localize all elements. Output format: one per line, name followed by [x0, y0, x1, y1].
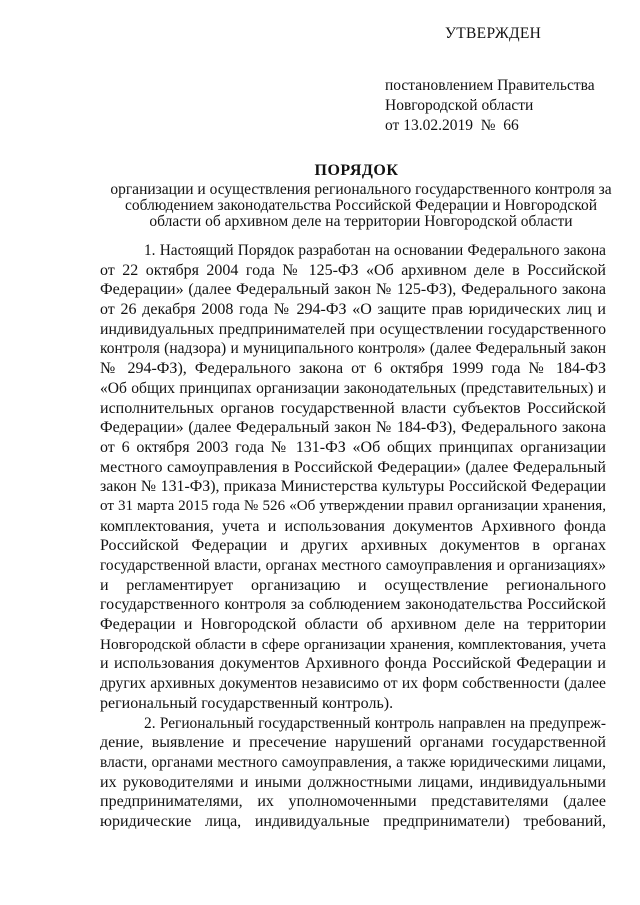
body-line: Новгородской области в сфере организации хранения, комплектования, учета [100, 635, 606, 653]
subtitle-line: области об архивном деле на территории Новгородской области [149, 213, 573, 230]
body-line: 2. Региональный государственный контроль направлен на предупреж- [144, 714, 606, 732]
body-line: № 294-ФЗ), Федерального закона от 6 октября 1999 года № 184-ФЗ [100, 360, 606, 378]
body-line: других архивных документов независимо от их форм собственности (далее [100, 675, 606, 693]
body-line: власти, органами местного самоуправления, а также юридическими лицами, [100, 753, 606, 771]
body-line: дение, выявление и пресечение нарушений органами государственной [100, 734, 606, 752]
body-line: 1. Настоящий Порядок разработан на основании Федерального закона [144, 242, 606, 259]
body-line: закон № 131-ФЗ), приказа Министерства культуры Российской Федерации [100, 478, 606, 496]
body-line: государственного контроля за соблюдением законодательства Российской [100, 596, 606, 614]
body-line: государственной власти, органах местного самоуправления и организациях» [100, 557, 606, 574]
approval-line: от 13.02.2019 № 66 [385, 117, 519, 134]
body-line: от 26 декабря 2008 года № 294-ФЗ «О защите прав юридических лиц и [100, 301, 606, 319]
body-line: Федерации и Новгородской области об архивном деле на территории [100, 616, 606, 634]
body-line: и регламентирует организацию и осуществление регионального [100, 576, 606, 594]
body-line: предпринимателями, их уполномоченными представителями (далее [100, 793, 606, 811]
body-line: индивидуальных предпринимателей при осуществлении государственного [100, 320, 606, 338]
subtitle-line: соблюдением законодательства Российской Федерации и Новгородской [124, 197, 598, 214]
body-line: комплектования, учета и использования документов Архивного фонда [100, 517, 606, 535]
body-line: исполнительных органов государственной власти субъектов Российской [100, 399, 606, 417]
body-line: Российской Федерации и других архивных документов в органах [100, 537, 606, 555]
subtitle-line: организации и осуществления регионального государственного контроля за [110, 181, 612, 198]
body-line: от 22 октября 2004 года № 125-ФЗ «Об архивном деле в Российской [100, 261, 606, 279]
body-line: от 6 октября 2003 года № 131-ФЗ «Об общих принципах организации [100, 438, 606, 456]
body-line: региональный государственный контроль). [100, 694, 394, 712]
body-line: Федерации» (далее Федеральный закон № 184-ФЗ), Федерального закона [100, 419, 606, 437]
approval-line: постановлением Правительства [385, 77, 595, 94]
body-line: «Об общих принципах организации законодательных (представительных) и [100, 379, 606, 397]
body-line: их руководителями и иными должностными лицами, индивидуальными [100, 773, 606, 791]
body-line: юридические лица, индивидуальные предприниматели) требований, [100, 812, 606, 830]
document-body [100, 241, 606, 832]
document-title: ПОРЯДОК [314, 162, 399, 179]
body-line: от 31 марта 2015 года № 526 «Об утверждении правил организации хранения, [100, 497, 606, 514]
document-subtitle [105, 182, 617, 230]
approval-heading: УТВЕРЖДЕН [445, 25, 542, 42]
body-line: и использования документов Архивного фонда Российской Федерации и [100, 655, 606, 673]
approval-line: Новгородской области [385, 97, 534, 114]
body-line: контроля (надзора) и муниципального контроля» (далее Федеральный закон [100, 340, 606, 358]
approval-details [385, 76, 595, 136]
body-line: местного самоуправления в Российской Федерации» (далее Федеральный [100, 458, 606, 476]
body-line: Федерации» (далее Федеральный закон № 125-ФЗ), Федерального закона [100, 281, 606, 299]
